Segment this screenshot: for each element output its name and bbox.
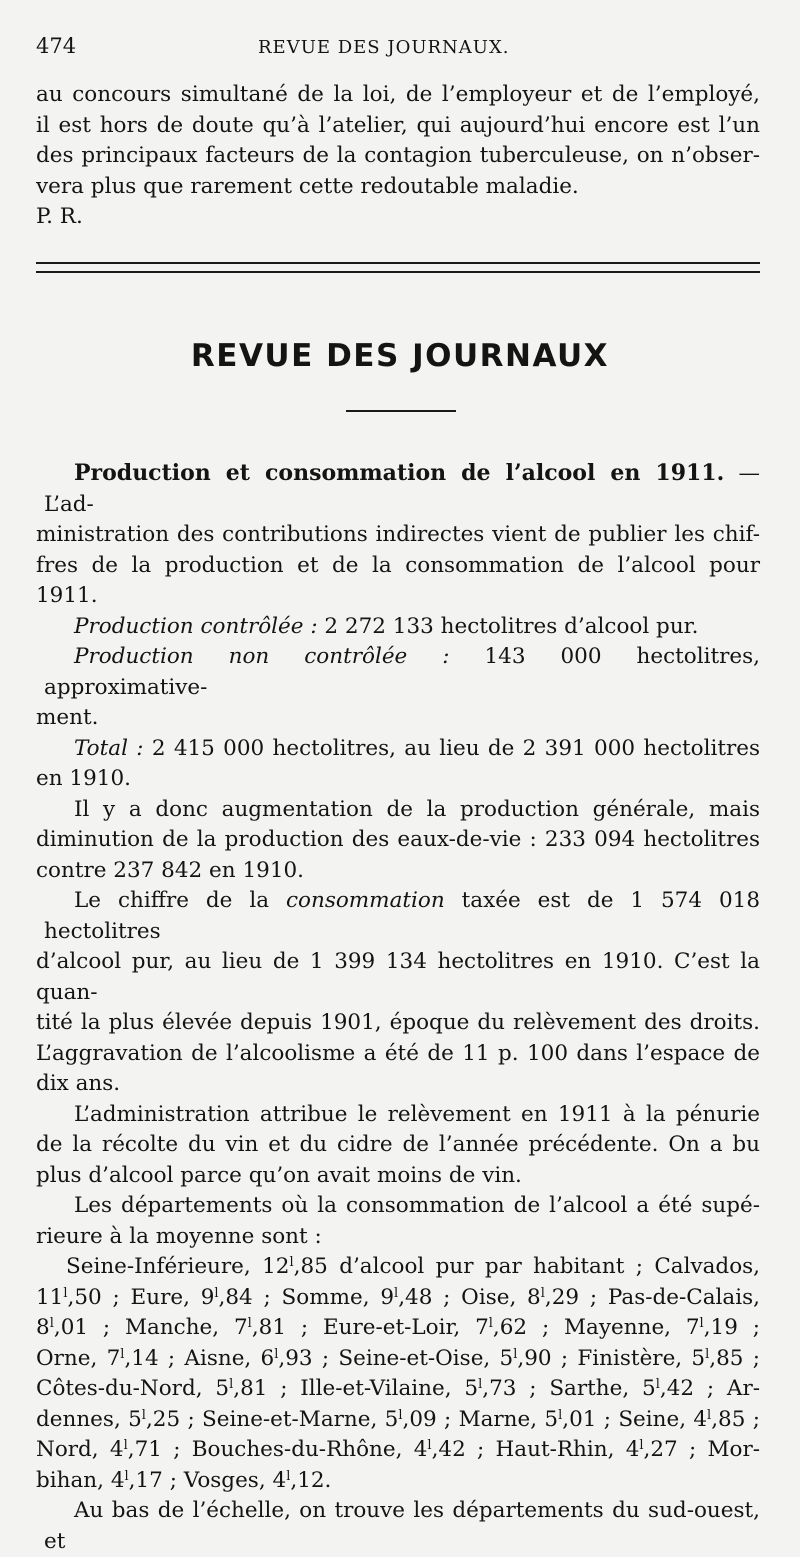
department-line: Côtes-du-Nord, 5$^l$,81 ; Ille-et-Vilaine, 5$^l$,73 ; Sarthe, 5$^l$,42 ; Ar- bbox=[36, 1376, 760, 1401]
section-title: REVUE DES JOURNAUX bbox=[190, 338, 610, 374]
running-title: REVUE DES JOURNAUX. bbox=[258, 37, 510, 58]
department-list bbox=[36, 1252, 761, 1496]
department-line: bihan, 4$^l$,17 ; Vosges, 4$^l$,12. bbox=[36, 1467, 332, 1493]
department-line: 11$^l$,50 ; Eure, 9$^l$,84 ; Somme, 9$^l$,48 ; Oise, 8$^l$,29 ; Pas-de-Calais, bbox=[36, 1284, 760, 1310]
short-rule-divider bbox=[346, 410, 456, 412]
text-line: ment. bbox=[36, 705, 99, 730]
article-heading-line: Production et consommation de l’alcool en 1911. — L’ad- bbox=[44, 460, 760, 517]
text-line: Il y a donc augmentation de la production générale, mais bbox=[74, 796, 760, 822]
production-uncontrolled: Production non contrôlée : 143 000 hectolitres, approximative- bbox=[44, 644, 760, 700]
text-line: des principaux facteurs de la contagion tuberculeuse, on n’obser- bbox=[36, 143, 760, 168]
article-heading: Production et consommation de l’alcool en 1911. bbox=[74, 460, 725, 486]
department-line: dennes, 5$^l$,25 ; Seine-et-Marne, 5$^l$,09 ; Marne, 5$^l$,01 ; Seine, 4$^l$,85 ; bbox=[36, 1406, 760, 1432]
double-rule-divider bbox=[36, 262, 760, 273]
text-line: L’administration attribue le relèvement en 1911 à la pénurie bbox=[74, 1101, 760, 1127]
running-head bbox=[36, 34, 760, 64]
text-line: il est hors de doute qu’à l’atelier, qui aujourd’hui encore est l’un bbox=[36, 112, 760, 138]
department-line: Seine-Inférieure, 12$^l$,85 d’alcool pur par habitant ; Calvados, bbox=[66, 1254, 761, 1279]
department-line: Nord, 4$^l$,71 ; Bouches-du-Rhône, 4$^l$,42 ; Haut-Rhin, 4$^l$,27 ; Mor- bbox=[36, 1437, 760, 1462]
text-line: Au bas de l’échelle, on trouve les départements du sud-ouest, et bbox=[44, 1498, 760, 1554]
text-line: au concours simultané de la loi, de l’employeur et de l’employé, bbox=[36, 82, 760, 107]
text-line: L’aggravation de l’alcoolisme a été de 11 p. 100 dans l’espace de bbox=[36, 1040, 760, 1066]
page-number: 474 bbox=[36, 34, 77, 58]
text-line: de la récolte du vin et du cidre de l’année précédente. On a bu bbox=[36, 1132, 760, 1157]
production-total: Total : 2 415 000 hectolitres, au lieu de 2 391 000 hectolitres bbox=[74, 735, 760, 761]
text-line: Les départements où la consommation de l’alcool a été supé- bbox=[74, 1193, 760, 1218]
text-line: plus d’alcool parce qu’on avait moins de vin. bbox=[36, 1162, 522, 1188]
text-line: en 1910. bbox=[36, 766, 131, 791]
text-line: ministration des contributions indirectes vient de publier les chif- bbox=[36, 522, 760, 547]
intro-paragraph bbox=[36, 80, 760, 233]
text-line: rieure à la moyenne sont : bbox=[36, 1223, 322, 1249]
author-signature: P. R. bbox=[36, 204, 83, 229]
department-line: Orne, 7$^l$,14 ; Aisne, 6$^l$,93 ; Seine-et-Oise, 5$^l$,90 ; Finistère, 5$^l$,85 ; bbox=[36, 1345, 760, 1371]
text-line: d’alcool pur, au lieu de 1 399 134 hectolitres en 1910. C’est la quan- bbox=[36, 949, 760, 1005]
consumption-line: Le chiffre de la consommation taxée est de 1 574 018 hectolitres bbox=[44, 888, 760, 944]
production-controlled: Production contrôlée : 2 272 133 hectolitres d’alcool pur. bbox=[74, 613, 699, 639]
text-line: tité la plus élevée depuis 1901, époque du relèvement des droits. bbox=[36, 1010, 760, 1035]
text-line: vera plus que rarement cette redoutable maladie. bbox=[36, 173, 579, 199]
article-body bbox=[36, 458, 761, 1557]
text-line: dix ans. bbox=[36, 1071, 121, 1096]
department-line: 8$^l$,01 ; Manche, 7$^l$,81 ; Eure-et-Loir, 7$^l$,62 ; Mayenne, 7$^l$,19 ; bbox=[36, 1315, 760, 1340]
text-line: diminution de la production des eaux-de-vie : 233 094 hectolitres bbox=[36, 827, 760, 852]
text-line: fres de la production et de la consommation de l’alcool pour 1911. bbox=[36, 552, 760, 608]
text-line: contre 237 842 en 1910. bbox=[36, 857, 305, 883]
